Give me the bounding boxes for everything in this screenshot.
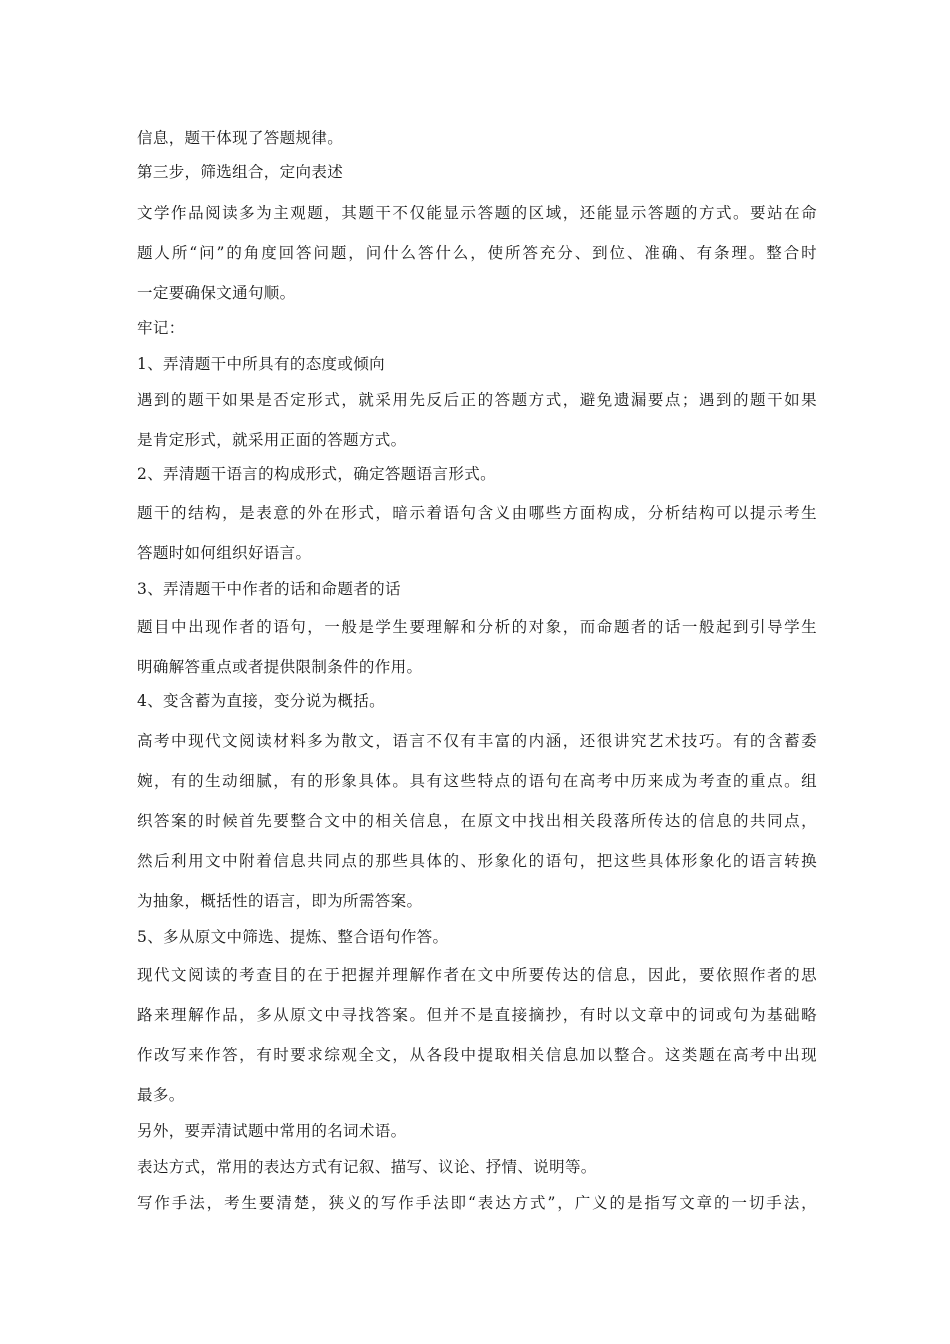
text-line: 遇到的题干如果是否定形式，就采用先反后正的答题方式，避免遗漏要点；遇到的题干如果 bbox=[137, 391, 817, 409]
text-line: 一定要确保文通句顺。 bbox=[137, 284, 296, 302]
text-line: 3、弄清题干中作者的话和命题者的话 bbox=[137, 580, 401, 598]
text-line: 是肯定形式，就采用正面的答题方式。 bbox=[137, 431, 407, 449]
text-line: 表达方式，常用的表达方式有记叙、描写、议论、抒情、说明等。 bbox=[137, 1158, 597, 1176]
text-line: 现代文阅读的考查目的在于把握并理解作者在文中所要传达的信息，因此，要依照作者的思 bbox=[137, 966, 817, 984]
text-line: 为抽象，概括性的语言，即为所需答案。 bbox=[137, 892, 423, 910]
text-line: 信息，题干体现了答题规律。 bbox=[137, 129, 344, 147]
text-line: 明确解答重点或者提供限制条件的作用。 bbox=[137, 658, 423, 676]
text-line: 然后利用文中附着信息共同点的那些具体的、形象化的语句，把这些具体形象化的语言转换 bbox=[137, 852, 817, 870]
text-line: 织答案的时候首先要整合文中的相关信息，在原文中找出相关段落所传达的信息的共同点， bbox=[137, 812, 817, 830]
text-line: 答题时如何组织好语言。 bbox=[137, 544, 312, 562]
text-line: 最多。 bbox=[137, 1086, 185, 1104]
text-line: 2、弄清题干语言的构成形式，确定答题语言形式。 bbox=[137, 465, 496, 483]
text-line: 写作手法，考生要清楚，狭义的写作手法即“表达方式”，广义的是指写文章的一切手法， bbox=[137, 1194, 817, 1212]
text-line: 另外，要弄清试题中常用的名词术语。 bbox=[137, 1122, 407, 1140]
text-line: 路来理解作品，多从原文中寻找答案。但并不是直接摘抄，有时以文章中的词或句为基础略 bbox=[137, 1006, 817, 1024]
text-line: 高考中现代文阅读材料多为散文，语言不仅有丰富的内涵，还很讲究艺术技巧。有的含蓄委 bbox=[137, 732, 817, 750]
text-line: 牢记： bbox=[137, 319, 185, 337]
text-line: 作改写来作答，有时要求综观全文，从各段中提取相关信息加以整合。这类题在高考中出现 bbox=[137, 1046, 817, 1064]
text-line: 文学作品阅读多为主观题，其题干不仅能显示答题的区域，还能显示答题的方式。要站在命 bbox=[137, 204, 817, 222]
text-line: 1、弄清题干中所具有的态度或倾向 bbox=[137, 355, 385, 373]
text-line: 5、多从原文中筛选、提炼、整合语句作答。 bbox=[137, 928, 449, 946]
text-line: 第三步，筛选组合，定向表述 bbox=[137, 163, 344, 181]
text-line: 题干的结构，是表意的外在形式，暗示着语句含义由哪些方面构成，分析结构可以提示考生 bbox=[137, 504, 817, 522]
text-line: 婉，有的生动细腻，有的形象具体。具有这些特点的语句在高考中历来成为考查的重点。组 bbox=[137, 772, 817, 790]
text-line: 题目中出现作者的语句，一般是学生要理解和分析的对象，而命题者的话一般起到引导学生 bbox=[137, 618, 817, 636]
text-line: 4、变含蓄为直接，变分说为概括。 bbox=[137, 692, 385, 710]
text-line: 题人所“问”的角度回答问题，问什么答什么，使所答充分、到位、准确、有条理。整合时 bbox=[137, 244, 817, 262]
